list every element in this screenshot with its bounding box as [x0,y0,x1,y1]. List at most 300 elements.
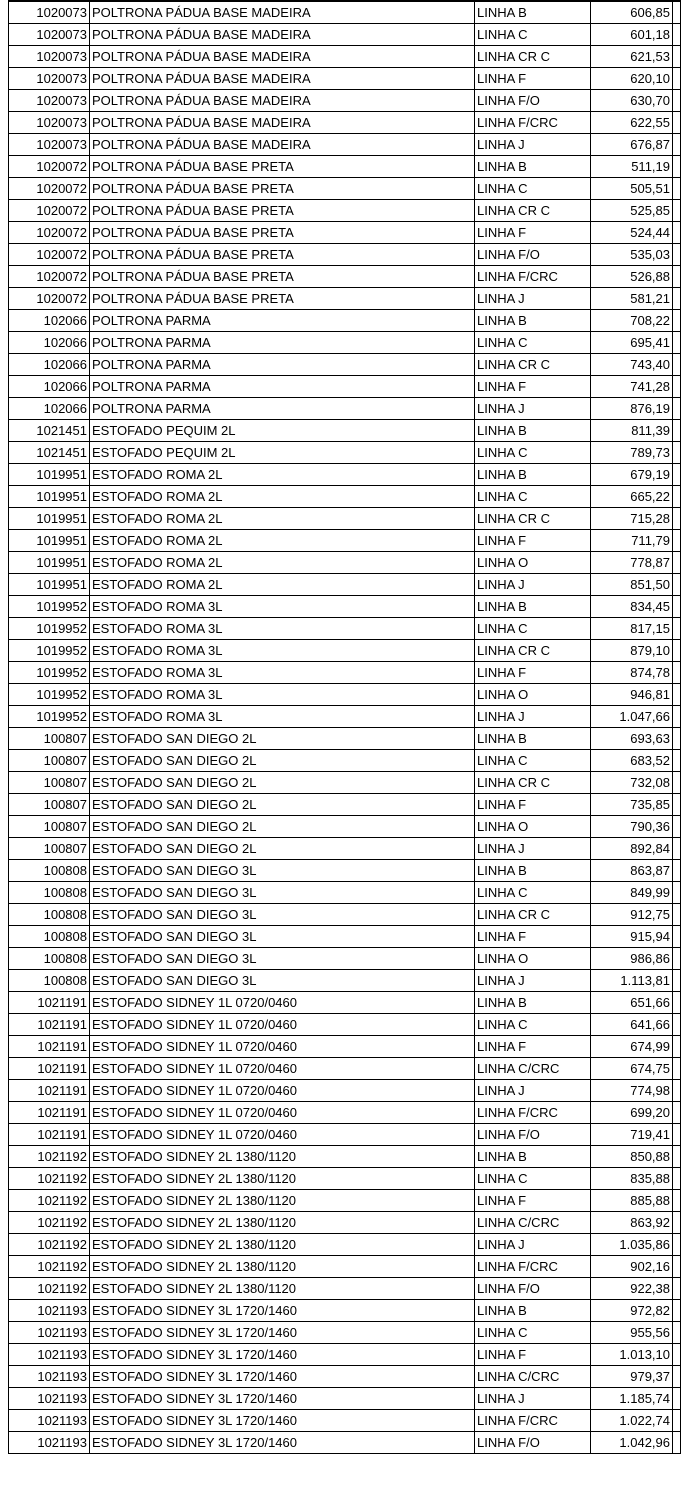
product-description-cell[interactable]: ESTOFADO SAN DIEGO 2L [90,728,475,750]
product-line-cell[interactable]: LINHA C/CRC [475,1058,591,1080]
price-cell[interactable]: 620,10 [591,68,673,90]
product-line-cell[interactable]: LINHA F/O [475,244,591,266]
product-description-cell[interactable]: POLTRONA PARMA [90,398,475,420]
product-line-cell[interactable]: LINHA J [475,1388,591,1410]
product-description-cell[interactable]: ESTOFADO SAN DIEGO 2L [90,772,475,794]
price-cell[interactable]: 630,70 [591,90,673,112]
product-description-cell[interactable]: POLTRONA PÁDUA BASE MADEIRA [90,46,475,68]
product-code-cell[interactable]: 1020073 [9,112,90,134]
price-cell[interactable]: 641,66 [591,1014,673,1036]
product-description-cell[interactable]: ESTOFADO SIDNEY 2L 1380/1120 [90,1234,475,1256]
product-line-cell[interactable]: LINHA B [475,596,591,618]
price-cell[interactable]: 719,41 [591,1124,673,1146]
product-description-cell[interactable]: ESTOFADO SIDNEY 2L 1380/1120 [90,1256,475,1278]
product-description-cell[interactable]: POLTRONA PÁDUA BASE MADEIRA [90,134,475,156]
table-row [9,156,681,178]
price-cell[interactable]: 715,28 [591,508,673,530]
product-line-cell[interactable]: LINHA F/CRC [475,112,591,134]
product-code-cell[interactable]: 1019952 [9,596,90,618]
product-code-cell[interactable]: 1021193 [9,1366,90,1388]
product-description-cell[interactable]: ESTOFADO SAN DIEGO 3L [90,904,475,926]
product-line-cell[interactable]: LINHA O [475,552,591,574]
product-code-cell[interactable]: 1020072 [9,178,90,200]
price-cell[interactable]: 835,88 [591,1168,673,1190]
product-line-cell[interactable]: LINHA F [475,662,591,684]
product-description-cell[interactable]: POLTRONA PARMA [90,332,475,354]
table-row [9,992,681,1014]
product-description-cell[interactable]: ESTOFADO SIDNEY 1L 0720/0460 [90,1080,475,1102]
product-description-cell[interactable]: ESTOFADO SAN DIEGO 2L [90,794,475,816]
product-description-cell[interactable]: ESTOFADO SIDNEY 1L 0720/0460 [90,992,475,1014]
product-code-cell[interactable]: 102066 [9,376,90,398]
product-code-cell[interactable]: 1020073 [9,134,90,156]
product-description-cell[interactable]: ESTOFADO ROMA 3L [90,662,475,684]
product-line-cell[interactable]: LINHA F/CRC [475,1410,591,1432]
product-description-cell[interactable]: ESTOFADO ROMA 2L [90,552,475,574]
product-code-cell[interactable]: 100808 [9,926,90,948]
cut-off-column-cell [673,1344,681,1366]
product-description-cell[interactable]: ESTOFADO SIDNEY 3L 1720/1460 [90,1410,475,1432]
product-code-cell[interactable]: 1021451 [9,442,90,464]
product-line-cell[interactable]: LINHA C/CRC [475,1366,591,1388]
product-description-cell[interactable]: POLTRONA PÁDUA BASE MADEIRA [90,24,475,46]
product-line-cell[interactable]: LINHA B [475,1,591,24]
product-description-cell[interactable]: ESTOFADO SIDNEY 1L 0720/0460 [90,1058,475,1080]
product-description-cell[interactable]: POLTRONA PÁDUA BASE MADEIRA [90,68,475,90]
product-description-cell[interactable]: POLTRONA PARMA [90,310,475,332]
product-code-cell[interactable]: 1021193 [9,1432,90,1454]
product-line-cell[interactable]: LINHA J [475,288,591,310]
table-row [9,1344,681,1366]
product-description-cell[interactable]: ESTOFADO SAN DIEGO 2L [90,816,475,838]
price-cell[interactable]: 601,18 [591,24,673,46]
price-cell[interactable]: 972,82 [591,1300,673,1322]
product-description-cell[interactable]: ESTOFADO SAN DIEGO 3L [90,860,475,882]
product-code-cell[interactable]: 1020072 [9,266,90,288]
product-line-cell[interactable]: LINHA J [475,134,591,156]
product-code-cell[interactable]: 1019952 [9,640,90,662]
cut-off-column-cell [673,398,681,420]
table-row [9,926,681,948]
product-description-cell[interactable]: POLTRONA PÁDUA BASE MADEIRA [90,112,475,134]
table-row [9,46,681,68]
product-code-cell[interactable]: 1020073 [9,68,90,90]
product-line-cell[interactable]: LINHA C [475,1014,591,1036]
product-code-cell[interactable]: 1021191 [9,1036,90,1058]
table-row [9,684,681,706]
product-line-cell[interactable]: LINHA CR C [475,904,591,926]
price-cell[interactable]: 863,92 [591,1212,673,1234]
product-line-cell[interactable]: LINHA J [475,398,591,420]
product-line-cell[interactable]: LINHA J [475,574,591,596]
price-cell[interactable]: 505,51 [591,178,673,200]
cut-off-column-cell [673,1146,681,1168]
price-cell[interactable]: 946,81 [591,684,673,706]
product-description-cell[interactable]: POLTRONA PÁDUA BASE PRETA [90,222,475,244]
product-description-cell[interactable]: ESTOFADO SIDNEY 3L 1720/1460 [90,1300,475,1322]
product-description-cell[interactable]: ESTOFADO ROMA 3L [90,706,475,728]
price-cell[interactable]: 741,28 [591,376,673,398]
table-row [9,772,681,794]
table-row [9,1058,681,1080]
product-description-cell[interactable]: ESTOFADO SAN DIEGO 3L [90,926,475,948]
product-code-cell[interactable]: 1021192 [9,1278,90,1300]
product-description-cell[interactable]: ESTOFADO SIDNEY 3L 1720/1460 [90,1432,475,1454]
price-cell[interactable]: 1.113,81 [591,970,673,992]
price-cell[interactable]: 695,41 [591,332,673,354]
cut-off-column-cell [673,838,681,860]
product-line-cell[interactable]: LINHA C [475,1168,591,1190]
product-line-cell[interactable]: LINHA C [475,442,591,464]
product-description-cell[interactable]: POLTRONA PÁDUA BASE MADEIRA [90,1,475,24]
product-code-cell[interactable]: 100807 [9,750,90,772]
product-code-cell[interactable]: 1021193 [9,1344,90,1366]
product-description-cell[interactable]: ESTOFADO ROMA 2L [90,486,475,508]
product-line-cell[interactable]: LINHA F [475,926,591,948]
product-line-cell[interactable]: LINHA B [475,728,591,750]
product-description-cell[interactable]: ESTOFADO SIDNEY 3L 1720/1460 [90,1366,475,1388]
product-line-cell[interactable]: LINHA F [475,1036,591,1058]
product-line-cell[interactable]: LINHA C [475,486,591,508]
product-line-cell[interactable]: LINHA J [475,970,591,992]
product-code-cell[interactable]: 102066 [9,398,90,420]
price-cell[interactable]: 1.035,86 [591,1234,673,1256]
product-code-cell[interactable]: 1020073 [9,24,90,46]
product-line-cell[interactable]: LINHA CR C [475,354,591,376]
price-cell[interactable]: 817,15 [591,618,673,640]
cut-off-column-cell [673,1102,681,1124]
product-description-cell[interactable]: ESTOFADO SIDNEY 1L 0720/0460 [90,1036,475,1058]
product-code-cell[interactable]: 100807 [9,772,90,794]
product-description-cell[interactable]: ESTOFADO ROMA 3L [90,596,475,618]
price-cell[interactable]: 606,85 [591,1,673,24]
product-line-cell[interactable]: LINHA B [475,420,591,442]
product-description-cell[interactable]: ESTOFADO SIDNEY 3L 1720/1460 [90,1388,475,1410]
product-description-cell[interactable]: ESTOFADO SIDNEY 2L 1380/1120 [90,1212,475,1234]
product-description-cell[interactable]: POLTRONA PÁDUA BASE MADEIRA [90,90,475,112]
product-line-cell[interactable]: LINHA C [475,1322,591,1344]
product-code-cell[interactable]: 1021192 [9,1190,90,1212]
product-line-cell[interactable]: LINHA O [475,816,591,838]
product-code-cell[interactable]: 1020073 [9,1,90,24]
product-code-cell[interactable]: 1021193 [9,1388,90,1410]
price-cell[interactable]: 1.022,74 [591,1410,673,1432]
product-line-cell[interactable]: LINHA F [475,376,591,398]
cut-off-column-cell [673,1410,681,1432]
product-description-cell[interactable]: ESTOFADO SIDNEY 3L 1720/1460 [90,1322,475,1344]
product-description-cell[interactable]: ESTOFADO SAN DIEGO 3L [90,970,475,992]
product-line-cell[interactable]: LINHA F [475,1344,591,1366]
product-code-cell[interactable]: 1020072 [9,244,90,266]
product-line-cell[interactable]: LINHA F [475,68,591,90]
cut-off-column-cell [673,1278,681,1300]
price-cell[interactable]: 863,87 [591,860,673,882]
product-line-cell[interactable]: LINHA O [475,684,591,706]
product-code-cell[interactable]: 102066 [9,354,90,376]
product-code-cell[interactable]: 100808 [9,904,90,926]
product-description-cell[interactable]: ESTOFADO SIDNEY 2L 1380/1120 [90,1168,475,1190]
cut-off-column-cell [673,992,681,1014]
product-description-cell[interactable]: ESTOFADO ROMA 2L [90,574,475,596]
price-cell[interactable]: 915,94 [591,926,673,948]
product-code-cell[interactable]: 100807 [9,816,90,838]
cut-off-column-cell [673,266,681,288]
cut-off-column-cell [673,772,681,794]
price-cell[interactable]: 850,88 [591,1146,673,1168]
price-cell[interactable]: 535,03 [591,244,673,266]
product-code-cell[interactable]: 1019952 [9,662,90,684]
product-line-cell[interactable]: LINHA CR C [475,640,591,662]
product-code-cell[interactable]: 1021192 [9,1146,90,1168]
price-cell[interactable]: 1.013,10 [591,1344,673,1366]
price-cell[interactable]: 693,63 [591,728,673,750]
product-code-cell[interactable]: 1020072 [9,156,90,178]
product-description-cell[interactable]: ESTOFADO SAN DIEGO 2L [90,838,475,860]
product-code-cell[interactable]: 1021451 [9,420,90,442]
product-description-cell[interactable]: ESTOFADO SAN DIEGO 3L [90,882,475,904]
product-code-cell[interactable]: 1021191 [9,992,90,1014]
product-code-cell[interactable]: 100807 [9,838,90,860]
price-cell[interactable]: 674,75 [591,1058,673,1080]
product-line-cell[interactable]: LINHA J [475,1234,591,1256]
table-row [9,376,681,398]
product-line-cell[interactable]: LINHA F/O [475,90,591,112]
product-code-cell[interactable]: 1021191 [9,1102,90,1124]
product-code-cell[interactable]: 1020072 [9,288,90,310]
product-code-cell[interactable]: 100808 [9,948,90,970]
table-row [9,1278,681,1300]
price-cell[interactable]: 699,20 [591,1102,673,1124]
product-line-cell[interactable]: LINHA C/CRC [475,1212,591,1234]
product-description-cell[interactable]: POLTRONA PARMA [90,376,475,398]
price-cell[interactable]: 834,45 [591,596,673,618]
product-line-cell[interactable]: LINHA C [475,618,591,640]
product-description-cell[interactable]: ESTOFADO SAN DIEGO 2L [90,750,475,772]
price-cell[interactable]: 676,87 [591,134,673,156]
product-code-cell[interactable]: 1021191 [9,1014,90,1036]
product-line-cell[interactable]: LINHA C [475,332,591,354]
product-description-cell[interactable]: ESTOFADO SIDNEY 2L 1380/1120 [90,1278,475,1300]
product-description-cell[interactable]: ESTOFADO SIDNEY 1L 0720/0460 [90,1014,475,1036]
product-code-cell[interactable]: 100808 [9,882,90,904]
price-cell[interactable]: 1.185,74 [591,1388,673,1410]
product-line-cell[interactable]: LINHA B [475,860,591,882]
product-code-cell[interactable]: 102066 [9,310,90,332]
product-code-cell[interactable]: 1019952 [9,618,90,640]
price-cell[interactable]: 874,78 [591,662,673,684]
price-cell[interactable]: 621,53 [591,46,673,68]
product-description-cell[interactable]: ESTOFADO ROMA 2L [90,464,475,486]
product-line-cell[interactable]: LINHA F/CRC [475,266,591,288]
product-code-cell[interactable]: 1021192 [9,1212,90,1234]
table-row [9,178,681,200]
price-cell[interactable]: 811,39 [591,420,673,442]
price-cell[interactable]: 622,55 [591,112,673,134]
product-line-cell[interactable]: LINHA F/CRC [475,1102,591,1124]
product-description-cell[interactable]: ESTOFADO SIDNEY 2L 1380/1120 [90,1190,475,1212]
price-cell[interactable]: 922,38 [591,1278,673,1300]
cut-off-column-cell [673,1080,681,1102]
cut-off-column-cell [673,310,681,332]
cut-off-column-cell [673,882,681,904]
table-row [9,728,681,750]
price-cell[interactable]: 885,88 [591,1190,673,1212]
price-cell[interactable]: 511,19 [591,156,673,178]
price-cell[interactable]: 732,08 [591,772,673,794]
product-code-cell[interactable]: 1019951 [9,552,90,574]
product-description-cell[interactable]: ESTOFADO ROMA 3L [90,618,475,640]
product-code-cell[interactable]: 1021191 [9,1080,90,1102]
product-description-cell[interactable]: POLTRONA PÁDUA BASE PRETA [90,200,475,222]
price-cell[interactable]: 679,19 [591,464,673,486]
product-line-cell[interactable]: LINHA F [475,530,591,552]
product-description-cell[interactable]: ESTOFADO ROMA 3L [90,684,475,706]
product-description-cell[interactable]: POLTRONA PÁDUA BASE PRETA [90,288,475,310]
price-cell[interactable]: 526,88 [591,266,673,288]
product-description-cell[interactable]: POLTRONA PÁDUA BASE PRETA [90,266,475,288]
product-code-cell[interactable]: 1019951 [9,486,90,508]
table-row [9,200,681,222]
price-cell[interactable]: 1.047,66 [591,706,673,728]
product-description-cell[interactable]: POLTRONA PÁDUA BASE PRETA [90,244,475,266]
product-description-cell[interactable]: ESTOFADO PEQUIM 2L [90,420,475,442]
product-code-cell[interactable]: 1019952 [9,706,90,728]
price-cell[interactable]: 735,85 [591,794,673,816]
product-line-cell[interactable]: LINHA CR C [475,200,591,222]
product-code-cell[interactable]: 1019951 [9,574,90,596]
table-row [9,970,681,992]
product-code-cell[interactable]: 1021193 [9,1410,90,1432]
product-code-cell[interactable]: 1020073 [9,46,90,68]
price-cell[interactable]: 778,87 [591,552,673,574]
product-line-cell[interactable]: LINHA F/CRC [475,1256,591,1278]
price-cell[interactable]: 708,22 [591,310,673,332]
price-cell[interactable]: 851,50 [591,574,673,596]
product-code-cell[interactable]: 100807 [9,728,90,750]
cut-off-column-cell [673,244,681,266]
product-code-cell[interactable]: 1021193 [9,1322,90,1344]
product-code-cell[interactable]: 1020072 [9,200,90,222]
price-cell[interactable]: 902,16 [591,1256,673,1278]
price-cell[interactable]: 525,85 [591,200,673,222]
product-line-cell[interactable]: LINHA C [475,882,591,904]
table-row [9,508,681,530]
table-row [9,420,681,442]
product-line-cell[interactable]: LINHA C [475,178,591,200]
product-description-cell[interactable]: ESTOFADO ROMA 2L [90,508,475,530]
price-cell[interactable]: 789,73 [591,442,673,464]
price-cell[interactable]: 955,56 [591,1322,673,1344]
price-cell[interactable]: 743,40 [591,354,673,376]
product-line-cell[interactable]: LINHA CR C [475,46,591,68]
product-code-cell[interactable]: 1021192 [9,1168,90,1190]
product-code-cell[interactable]: 1019952 [9,684,90,706]
product-code-cell[interactable]: 1021192 [9,1256,90,1278]
product-line-cell[interactable]: LINHA C [475,24,591,46]
product-code-cell[interactable]: 102066 [9,332,90,354]
product-line-cell[interactable]: LINHA F [475,794,591,816]
product-code-cell[interactable]: 1020073 [9,90,90,112]
price-cell[interactable]: 674,99 [591,1036,673,1058]
product-line-cell[interactable]: LINHA J [475,1080,591,1102]
product-line-cell[interactable]: LINHA B [475,464,591,486]
product-line-cell[interactable]: LINHA F [475,1190,591,1212]
product-line-cell[interactable]: LINHA CR C [475,508,591,530]
product-line-cell[interactable]: LINHA J [475,838,591,860]
product-line-cell[interactable]: LINHA B [475,1300,591,1322]
price-cell[interactable]: 711,79 [591,530,673,552]
price-cell[interactable]: 651,66 [591,992,673,1014]
product-description-cell[interactable]: ESTOFADO PEQUIM 2L [90,442,475,464]
table-row [9,112,681,134]
product-line-cell[interactable]: LINHA F [475,222,591,244]
product-description-cell[interactable]: POLTRONA PÁDUA BASE PRETA [90,156,475,178]
product-line-cell[interactable]: LINHA F/O [475,1278,591,1300]
product-description-cell[interactable]: POLTRONA PARMA [90,354,475,376]
product-description-cell[interactable]: POLTRONA PÁDUA BASE PRETA [90,178,475,200]
product-line-cell[interactable]: LINHA B [475,992,591,1014]
cut-off-column-cell [673,530,681,552]
price-cell[interactable]: 892,84 [591,838,673,860]
product-description-cell[interactable]: ESTOFADO SIDNEY 1L 0720/0460 [90,1124,475,1146]
cut-off-column-cell [673,332,681,354]
product-code-cell[interactable]: 100808 [9,970,90,992]
price-cell[interactable]: 524,44 [591,222,673,244]
product-description-cell[interactable]: ESTOFADO SIDNEY 1L 0720/0460 [90,1102,475,1124]
price-cell[interactable]: 774,98 [591,1080,673,1102]
product-line-cell[interactable]: LINHA C [475,750,591,772]
product-description-cell[interactable]: ESTOFADO SIDNEY 3L 1720/1460 [90,1344,475,1366]
product-code-cell[interactable]: 1020072 [9,222,90,244]
price-cell[interactable]: 1.042,96 [591,1432,673,1454]
product-code-cell[interactable]: 1021191 [9,1058,90,1080]
price-cell[interactable]: 683,52 [591,750,673,772]
table-row [9,1300,681,1322]
product-description-cell[interactable]: ESTOFADO ROMA 2L [90,530,475,552]
product-line-cell[interactable]: LINHA B [475,156,591,178]
product-code-cell[interactable]: 1019951 [9,464,90,486]
product-code-cell[interactable]: 100808 [9,860,90,882]
price-cell[interactable]: 986,86 [591,948,673,970]
product-description-cell[interactable]: ESTOFADO SIDNEY 2L 1380/1120 [90,1146,475,1168]
price-cell[interactable]: 581,21 [591,288,673,310]
product-line-cell[interactable]: LINHA F/O [475,1124,591,1146]
product-line-cell[interactable]: LINHA O [475,948,591,970]
product-line-cell[interactable]: LINHA J [475,706,591,728]
product-code-cell[interactable]: 1021193 [9,1300,90,1322]
cut-off-column-cell [673,860,681,882]
price-cell[interactable]: 876,19 [591,398,673,420]
product-code-cell[interactable]: 1021192 [9,1234,90,1256]
product-description-cell[interactable]: ESTOFADO ROMA 3L [90,640,475,662]
price-cell[interactable]: 879,10 [591,640,673,662]
product-code-cell[interactable]: 1021191 [9,1124,90,1146]
price-cell[interactable]: 849,99 [591,882,673,904]
price-cell[interactable]: 665,22 [591,486,673,508]
price-cell[interactable]: 790,36 [591,816,673,838]
price-cell[interactable]: 912,75 [591,904,673,926]
product-line-cell[interactable]: LINHA B [475,310,591,332]
product-description-cell[interactable]: ESTOFADO SAN DIEGO 3L [90,948,475,970]
table-row [9,618,681,640]
product-line-cell[interactable]: LINHA F/O [475,1432,591,1454]
product-code-cell[interactable]: 100807 [9,794,90,816]
product-line-cell[interactable]: LINHA B [475,1146,591,1168]
product-code-cell[interactable]: 1019951 [9,530,90,552]
product-code-cell[interactable]: 1019951 [9,508,90,530]
price-cell[interactable]: 979,37 [591,1366,673,1388]
product-line-cell[interactable]: LINHA CR C [475,772,591,794]
